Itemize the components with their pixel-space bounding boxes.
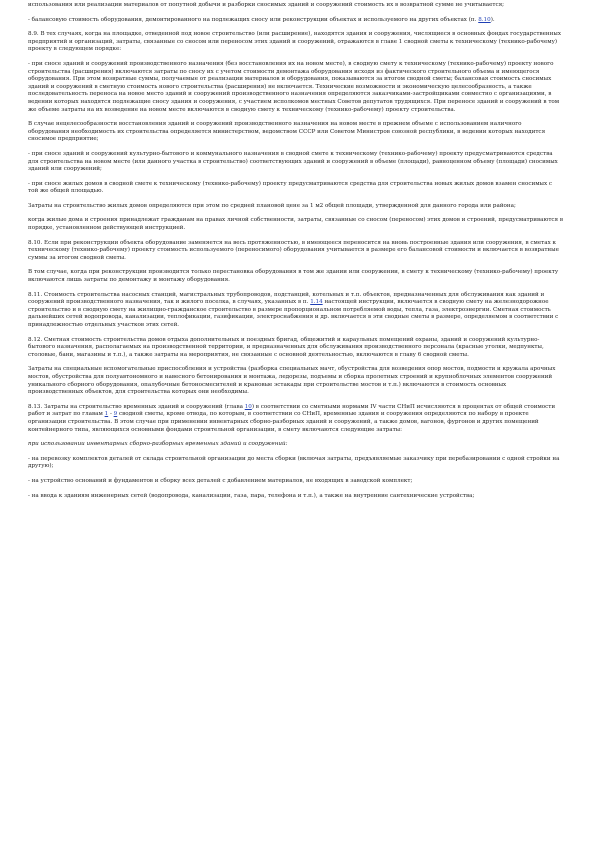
paragraph-p4	[28, 121, 563, 144]
section-reference-link[interactable]: 8.10	[478, 16, 491, 23]
paragraph-p14	[28, 404, 563, 434]
paragraph-p10	[28, 269, 563, 284]
paragraph-p15	[28, 441, 563, 449]
paragraph-p6	[28, 181, 563, 196]
section-reference-link[interactable]: 1	[104, 411, 109, 418]
paragraph-text: 8.12. Сметная стоимость строительства домов отдыха дополнительных и поездных бригад, общежитий и караульных помещений охраны, зданий и сооружений культурно-бытового назначения, располагаемых на производственной территории, и предназначенных для обслуживания производственного персонала (красные уголки, медпункты, столовые, бани, магазины и т.п.), а также затраты на мероприятия, не связанные с основной деятельностью, включаются в главу 6 сводной сметы.	[28, 336, 544, 358]
paragraph-p8	[28, 217, 563, 232]
paragraph-text: В случае нецелесообразности восстановления зданий и сооружений производственного назначения на новом месте в прежнем объеме с использованием наличного оборудования необходимость их строительства определяется министерством, ведомством СССР или Советом Министров союзной республики, в ведении которых находится сносимое предприятие;	[28, 121, 546, 143]
paragraph-text: - при сносе зданий и сооружений производственного назначения (без восстановления их на новом месте), в сводную смету к техническому (технико-рабочему) проекту нового строительства (расширения) включаются затраты по сносу их с учетом стоимости демонтажа оборудования исходя из фактического строительного объема и имеющегося оборудования. При этом возвратные суммы, получаемые от реализации материалов и оборудования, показываются за итогом сводной сметы; балансовая стоимость сносимых зданий и сооружений в сметную стоимость нового строительства (расширения) не включается. Технические возможности и экономическую целесообразность, а также последовательность переноса на новое место зданий и сооружений производственного назначения определяются заказчиками-застройщиками совместно с организациями, в ведении которых находятся подлежащие сносу здания и сооружения, с участием исполкомов местных Советов депутатов трудящихся. При переносе зданий и сооружений в том же объеме затраты на их возведение на новом месте включаются в сводную смету к техническому (технико-рабочему) проекту строительства.	[28, 60, 560, 113]
paragraph-p0	[28, 2, 563, 10]
paragraph-text: 8.9. В тех случаях, когда на площадке, отведенной под новое строительство (или расширение), находятся здания и сооружения, числящиеся в основных фондах государственных предприятий и организаций, затраты, связанные со сносом или переносом этих зданий и сооружений, отражаются в главе 1 сводной сметы к техническому (технико-рабочему) проекту в следующем порядке:	[28, 31, 561, 53]
paragraph-text: 8.13. Затраты на строительство временных зданий и сооружений (глава	[28, 403, 245, 410]
paragraph-p7	[28, 203, 563, 211]
paragraph-text: 8.11. Стоимость строительства насосных станций, магистральных трубопроводов, подстанций, котельных и т.п. объектов, предназначенных для обслуживания как зданий и сооружений производственного назначения, так и жилого поселка, в случаях, указанных в п.	[28, 291, 545, 306]
paragraph-text: - при сносе жилых домов в сводной смете к техническому (технико-рабочему) проекту предусматриваются средства для строительства новых жилых домов взамен сносимых с той же общей площадью.	[28, 180, 553, 195]
paragraph-p17	[28, 478, 563, 486]
paragraph-text: использования или реализации материалов от попутной добычи и разборки сносимых зданий и сооружений стоимость их в возвратной сумме не учитывается;	[28, 2, 505, 8]
paragraph-text: при использовании инвентарных сборно-разборных временных зданий и сооружений:	[28, 441, 288, 448]
paragraph-p11	[28, 292, 563, 330]
paragraph-text: когда жилые дома и строения принадлежат гражданам на правах личной собственности, затраты, связанные со сносом (переносом) этих домов и строений, предусматриваются в порядке, установленном действующей инструкцией.	[28, 217, 563, 232]
document-page	[28, 2, 563, 507]
paragraph-text: Затраты на специальные вспомогательные приспособления и устройства (разборка специальных мачт, обустройства для возведения опор мостов, подмости и кружала арочных мостов, обустройства для полуавтономного и навесного бетонирования и монтажа, ледорезы, подъемы и сборка пролетных строений и крупноблочных элементов сооружений уникального сборного оборудования, опалубочные бетоносмесителей и крановые эстакады при строительстве мостов и т.п.) включаются в стоимость основных производственных объектов, для строительства которых они необходимы.	[28, 366, 556, 396]
paragraph-text: настоящей инструкции, включается в сводную смету на железнодорожное строительство и в сводную смету на жилищно-гражданское строительство в размере пропорциональном потребляемой воды, тепла, газа, электроэнергии. Сметная стоимость дальнейших сетей водопровода, канализации, теплофикации, газификации, электроснабжения и др. включается в эти сводные сметы в размере, определяемом в соответствии с принадлежностью отдельных участков этих сетей.	[28, 299, 559, 328]
paragraph-text: - балансовую стоимость оборудования, демонтированного на подлежащих сносу или реконструкции объектах и используемого на других объектах (п.	[28, 16, 479, 23]
paragraph-p18	[28, 493, 563, 501]
paragraph-text: 8.10. Если при реконструкции объекта оборудование заменяется на весь протяженностью, в имеющееся переносится на вновь построенные здания или сооружения, в сметах к техническому (технико-рабочему) проекту стоимость используемого (переносимого) оборудования учитывается в размере его балансовой стоимости и включается в возвратные суммы за итогом сводной сметы.	[28, 239, 559, 261]
section-reference-link[interactable]: 1.14	[310, 299, 323, 306]
paragraph-text: - при сносе зданий и сооружений культурно-бытового и коммунального назначения в сводной смете к техническому (технико-рабочему) проекту предусматриваются средства для строительства на новом месте (или данного участка в строительство) соответствующих зданий и сооружений в объеме (площади), равноценном объему (площади) сносимых зданий или сооружений;	[28, 150, 558, 173]
paragraph-text: - на ввода к зданиям инженерных сетей (водопровода, канализации, газа, пара, телефона и т.п.), а также на внутренние сантехнические устройства;	[28, 492, 475, 499]
section-reference-link[interactable]: 10	[244, 403, 252, 410]
paragraph-text: Затраты на строительство жилых домов определяются при этом по средней плановой цене за 1 м2 общей площади, утвержденной для данного города или района;	[28, 202, 516, 209]
paragraph-p1	[28, 17, 563, 25]
paragraph-text: - на устройство оснований и фундаментов и сборку всех деталей с добавлением материалов, не входящих в заводской комплект;	[28, 477, 413, 484]
section-reference-link[interactable]: 9	[113, 411, 118, 418]
paragraph-text: ) в соответствии со сметными нормами IV части СНиП исчисляются в процентах от общей стоимости работ и затрат по главам	[28, 403, 556, 418]
paragraph-text: сводной сметы, кроме отвода, по которым, в соответствии со СНиП, временные здания и сооружения определяются по набору в проекте организации строительства. В этом случае при применении инвентарных сборно-разборных зданий и сооружений, а также домов, вагонов, фургонов и других помещений контейнерного типа, являющихся основными фондами строительной организации, в смету включаются следующие затраты:	[28, 411, 539, 433]
paragraph-p16	[28, 456, 563, 471]
paragraph-p13	[28, 366, 563, 396]
paragraph-p2	[28, 31, 563, 54]
paragraph-text: - на перевозку комплектов деталей от склада строительной организации до места сборки (включая затраты, предъявляемые заказчику при перебазировании с одной стройки на другую);	[28, 455, 560, 470]
paragraph-p3	[28, 61, 563, 114]
paragraph-text: ).	[490, 16, 495, 23]
paragraph-text: В том случае, когда при реконструкции производится только перестановка оборудования в том же здании или сооружении, в смету к техническому (технико-рабочему) проекту включаются лишь затраты по демонтажу и монтажу оборудования.	[28, 269, 559, 284]
paragraph-p5	[28, 151, 563, 174]
paragraph-p12	[28, 337, 563, 360]
paragraph-text: -	[108, 411, 114, 418]
paragraph-p9	[28, 240, 563, 263]
